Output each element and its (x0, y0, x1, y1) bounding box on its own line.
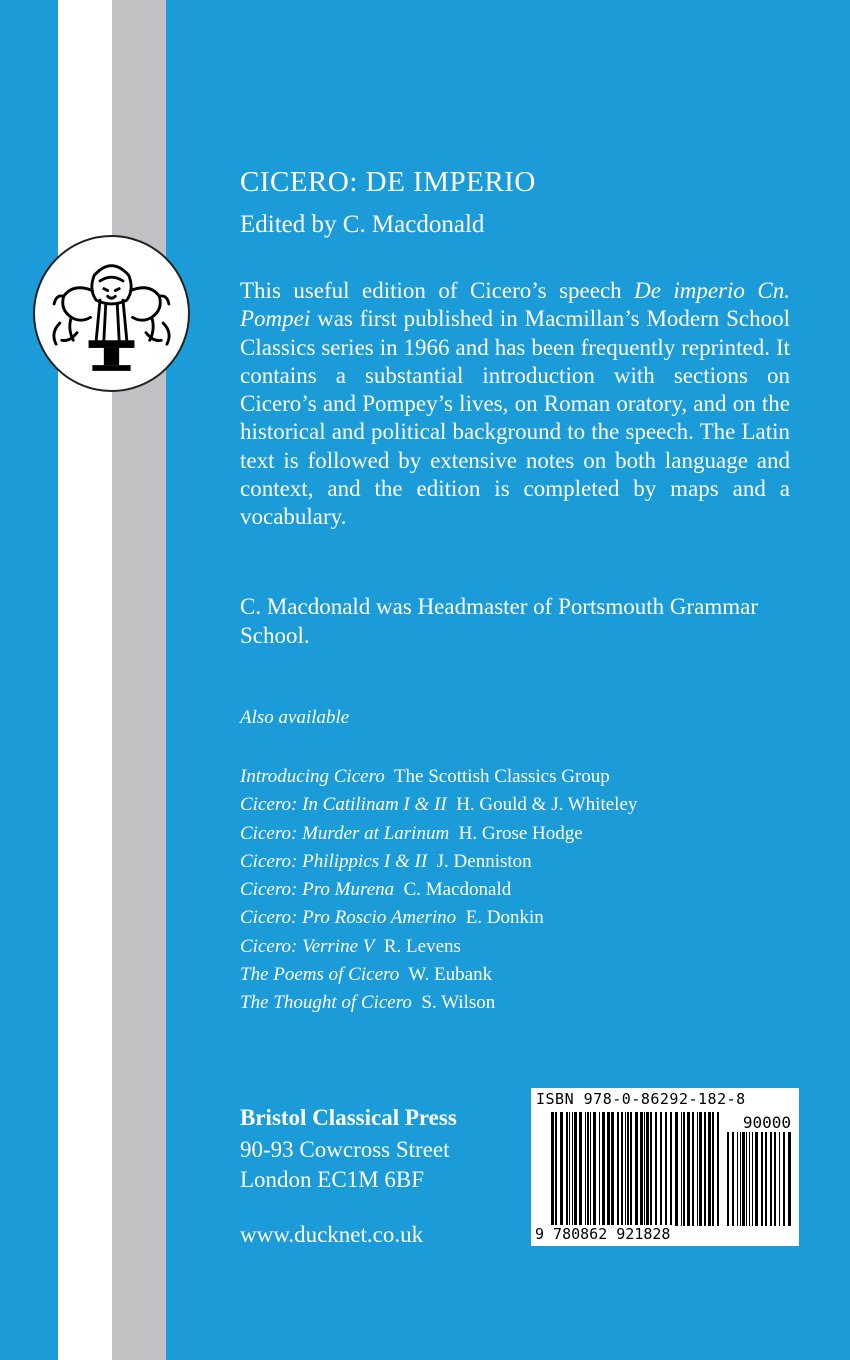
list-item (240, 989, 637, 1017)
related-title: The Poems of Cicero (240, 964, 400, 986)
related-title: Cicero: Pro Murena (240, 879, 395, 901)
description-text-2: was first published in Macmillan’s Modern School Classics series in 1966 and has been frequently reprinted. It contains a substantial introduction with sections on Cicero’s and Pompey’s lives, on Roman oratory, and on the historical and political background to the speech. The Latin text is followed by extensive notes on both language and context, and the edition is completed by maps and a vocabulary. (240, 306, 790, 530)
related-author: H. Gould & J. Whiteley (456, 794, 638, 816)
book-title: CICERO: DE IMPERIO (240, 166, 536, 198)
publisher-website: www.ducknet.co.uk (240, 1222, 424, 1247)
list-item (240, 820, 637, 848)
related-author: R. Levens (383, 935, 461, 957)
related-author: The Scottish Classics Group (393, 766, 610, 787)
related-title: Introducing Cicero (240, 766, 385, 787)
isbn-barcode (531, 1088, 799, 1246)
grey-spine-stripe (112, 0, 166, 1360)
book-description (240, 277, 790, 532)
related-title: Cicero: Pro Roscio Amerino (240, 907, 457, 929)
ean-digits: 9 780862 921828 (535, 1225, 671, 1243)
list-item (240, 961, 637, 989)
also-available-heading: Also available (240, 707, 350, 728)
related-author: J. Denniston (436, 850, 532, 872)
list-item (240, 876, 637, 904)
publisher-name: Bristol Classical Press (240, 1105, 457, 1130)
isbn-text: ISBN 978-0-86292-182-8 (536, 1090, 746, 1108)
list-item (240, 763, 637, 791)
related-author: E. Donkin (465, 907, 544, 929)
related-author: C. Macdonald (403, 879, 512, 901)
editor-bio: C. Macdonald was Headmaster of Portsmouth Grammar School. (240, 594, 759, 648)
related-title: The Thought of Cicero (240, 992, 412, 1014)
related-author: H. Grose Hodge (458, 822, 583, 844)
related-title: Cicero: Philippics I & II (240, 850, 428, 872)
list-item (240, 933, 637, 961)
price-code: 90000 (742, 1113, 791, 1132)
related-title: Cicero: Verrine V (240, 935, 375, 957)
list-item (240, 791, 637, 819)
publisher-address-line1: 90-93 Cowcross Street (240, 1137, 450, 1162)
description-italic-title: De imperio Cn. Pompei (240, 278, 790, 332)
white-spine-stripe (58, 0, 112, 1360)
related-title: Cicero: In Catilinam I & II (240, 794, 447, 816)
related-title: Cicero: Murder at Larinum (240, 822, 450, 844)
list-item (240, 848, 637, 876)
barcode-addon-bars-icon (727, 1132, 791, 1226)
publisher-address-line2: London EC1M 6BF (240, 1167, 425, 1192)
related-author: S. Wilson (421, 992, 496, 1014)
description-text-1: This useful edition of Cicero’s speech (240, 278, 635, 303)
related-author: W. Eubank (408, 964, 493, 986)
lion-table-emblem-icon (33, 235, 190, 392)
also-available-list (240, 763, 637, 1018)
barcode-bars-icon (551, 1112, 721, 1226)
book-editor: Edited by C. Macdonald (240, 211, 485, 238)
list-item (240, 904, 637, 932)
